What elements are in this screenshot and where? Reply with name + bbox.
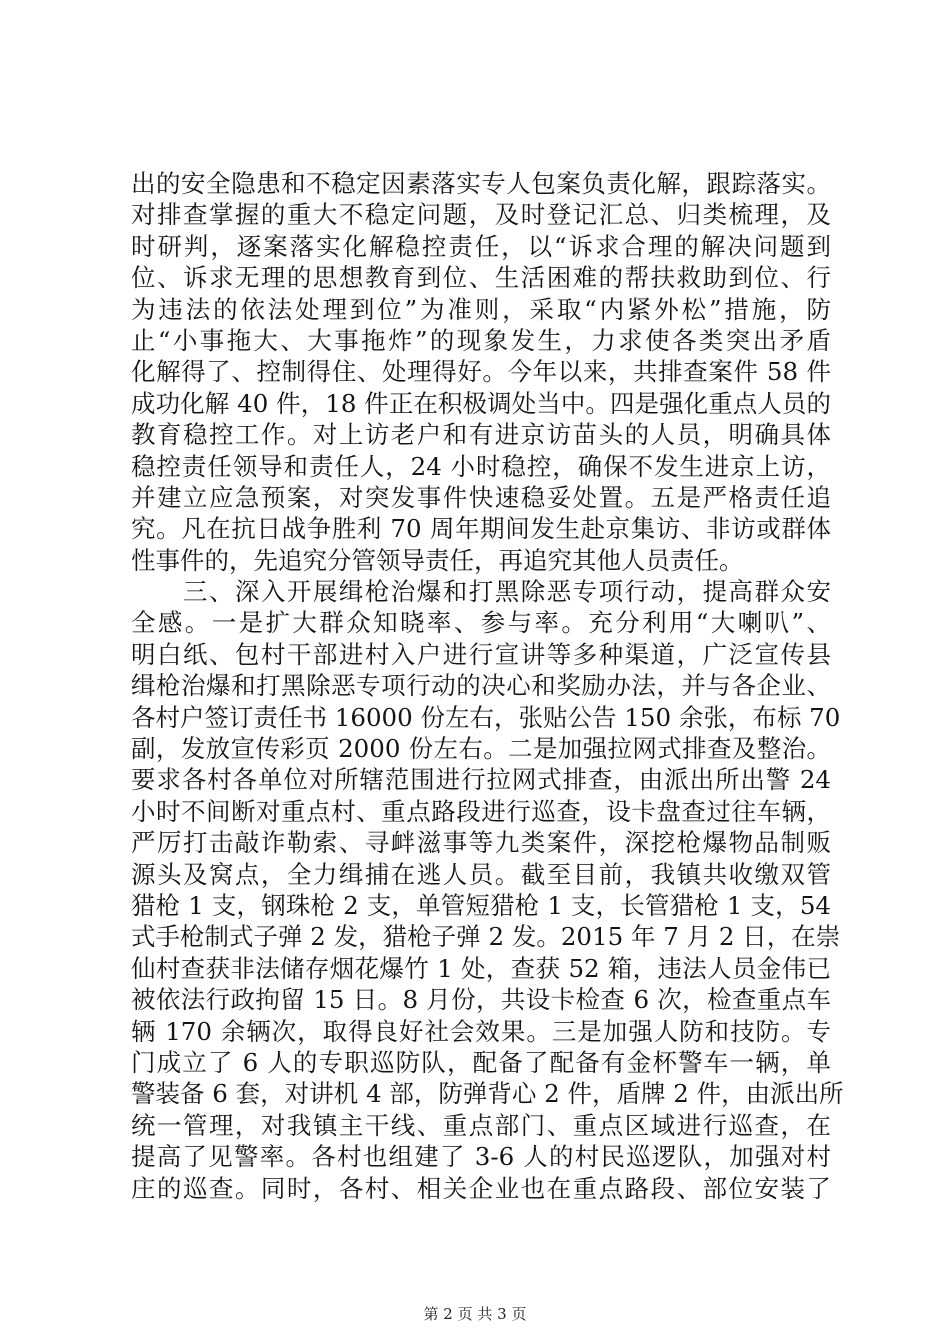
text-line: 各村户签订责任书 16000 份左右，张贴公告 150 余张，布标 70 [131,702,841,732]
text-line: 副，发放宣传彩页 2000 份左右。二是加强拉网式排查及整治。 [131,734,831,764]
text-line: 明白纸、包村干部进村入户进行宣讲等多种渠道，广泛宣传县 [131,639,831,669]
text-line: 究。凡在抗日战争胜利 70 周年期间发生赴京集访、非访或群体 [131,514,831,544]
text-line: 成功化解 40 件，18 件正在积极调处当中。四是强化重点人员的 [131,388,831,418]
text-line: 时研判，逐案落实化解稳控责任，以“诉求合理的解决问题到 [131,231,831,261]
text-line: 式手枪制式子弹 2 发，猎枪子弹 2 发。2015 年 7 月 2 日，在崇 [131,922,841,952]
text-line: 严厉打击敲诈勒索、寻衅滋事等九类案件，深挖枪爆物品制贩 [131,828,831,858]
text-line: 警装备 6 套，对讲机 4 部，防弹背心 2 件，盾牌 2 件，由派出所 [131,1079,844,1109]
text-line: 三、深入开展缉枪治爆和打黑除恶专项行动，提高群众安 [131,577,831,607]
text-line: 小时不间断对重点村、重点路段进行巡查，设卡盘查过往车辆， [131,796,831,826]
text-line: 稳控责任领导和责任人，24 小时稳控，确保不发生进京上访， [131,451,831,481]
text-line: 仙村查获非法储存烟花爆竹 1 处，查获 52 箱，违法人员金伟已 [131,953,831,983]
text-line: 庄的巡查。同时，各村、相关企业也在重点路段、部位安装了 [131,1173,831,1203]
text-line: 位、诉求无理的思想教育到位、生活困难的帮扶救助到位、行 [131,263,831,293]
text-line: 性事件的，先追究分管领导责任，再追究其他人员责任。 [131,545,744,575]
page-footer: 第 2 页 共 3 页 [423,1305,527,1323]
text-line: 缉枪治爆和打黑除恶专项行动的决心和奖励办法，并与各企业、 [131,671,831,701]
text-line: 为违法的依法处理到位”为准则，采取“内紧外松”措施，防 [131,294,831,324]
text-line: 全感。一是扩大群众知晓率、参与率。充分利用“大喇叭”、 [131,608,831,638]
text-line: 对排查掌握的重大不稳定问题，及时登记汇总、归类梳理，及 [131,200,831,230]
text-line: 并建立应急预案，对突发事件快速稳妥处置。五是严格责任追 [131,482,831,512]
text-line: 辆 170 余辆次，取得良好社会效果。三是加强人防和技防。专 [131,1016,831,1046]
text-line: 要求各村各单位对所辖范围进行拉网式排查，由派出所出警 24 [131,765,831,795]
text-line: 提高了见警率。各村也组建了 3-6 人的村民巡逻队，加强对村 [131,1142,831,1172]
text-line: 源头及窝点，全力缉捕在逃人员。截至目前，我镇共收缴双管 [131,859,831,889]
text-line: 被依法行政拘留 15 日。8 月份，共设卡检查 6 次，检查重点车 [131,985,831,1015]
text-line: 教育稳控工作。对上访老户和有进京访苗头的人员，明确具体 [131,420,831,450]
body-text [131,168,844,1204]
text-line: 门成立了 6 人的专职巡防队，配备了配备有金杯警车一辆，单 [131,1047,831,1077]
text-line: 化解得了、控制得住、处理得好。今年以来，共排查案件 58 件 [131,357,831,387]
text-line: 止“小事拖大、大事拖炸”的现象发生，力求使各类突出矛盾 [131,325,831,355]
text-line: 猎枪 1 支，钢珠枪 2 支，单管短猎枪 1 支，长管猎枪 1 支，54 [131,890,831,920]
text-line: 统一管理，对我镇主干线、重点部门、重点区域进行巡查，在 [131,1110,831,1140]
text-line: 出的安全隐患和不稳定因素落实专人包案负责化解，跟踪落实。 [131,169,831,198]
